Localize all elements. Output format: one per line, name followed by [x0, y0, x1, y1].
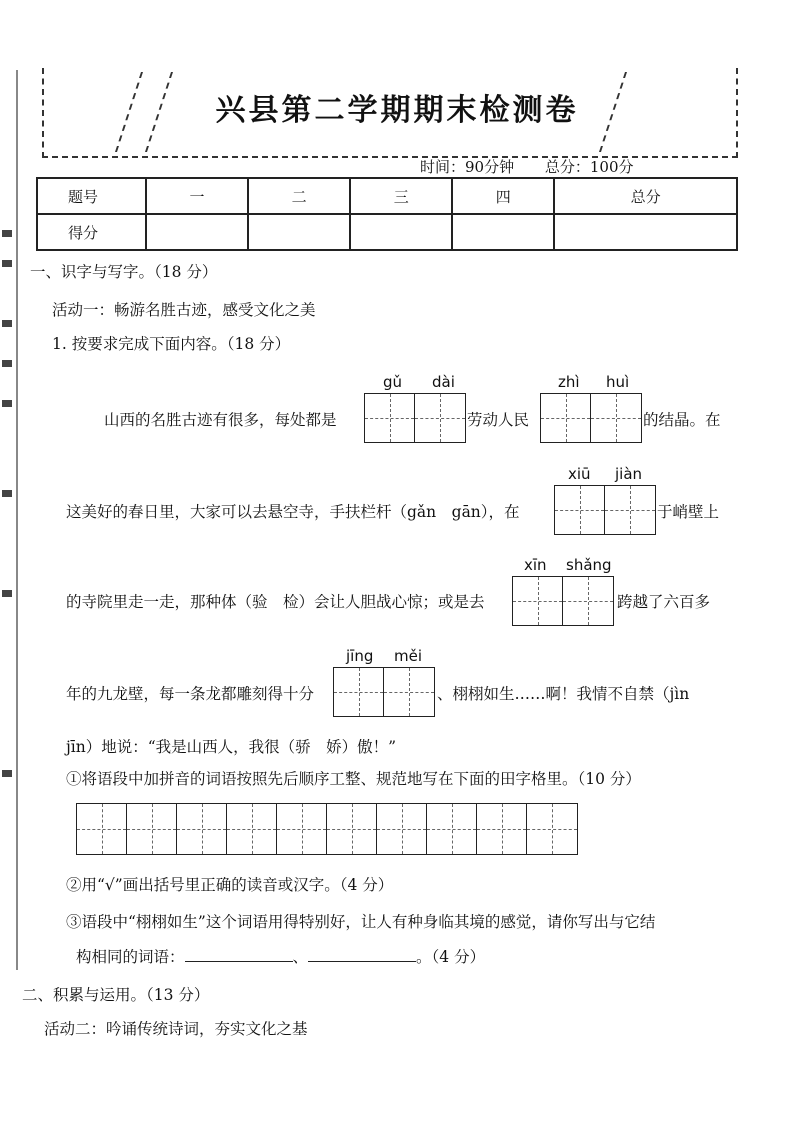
score-table [36, 177, 738, 251]
tianzige-answer[interactable] [554, 485, 656, 535]
passage-text: 跨越了六百多 [617, 593, 711, 611]
score-header-cell: 二 [248, 178, 350, 214]
passage-text: jīn）地说：“我是山西人，我很（骄 娇）傲！” [66, 738, 397, 756]
score-input-cell[interactable] [554, 214, 737, 250]
pinyin: jīng [346, 647, 374, 665]
score-header-cell: 三 [350, 178, 452, 214]
exam-meta [420, 156, 660, 177]
section2-heading: 二、积累与运用。（13 分） [22, 986, 210, 1004]
margin-mark [2, 320, 12, 327]
pinyin: huì [606, 373, 630, 391]
score-row-label: 得分 [37, 214, 146, 250]
pinyin: xiū [568, 465, 591, 483]
score-input-cell[interactable] [452, 214, 554, 250]
answer-blank[interactable] [308, 947, 416, 962]
answer-suffix: 。（4 分） [416, 948, 486, 966]
answer-separator: 、 [292, 948, 309, 966]
margin-mark [2, 360, 12, 367]
margin-mark [2, 230, 12, 237]
margin-mark [2, 260, 12, 267]
tianzige-answer[interactable] [333, 667, 435, 717]
score-input-cell[interactable] [146, 214, 248, 250]
passage-text: 劳动人民 [467, 411, 530, 429]
binding-margin [0, 70, 18, 970]
pinyin: gǔ [383, 373, 403, 391]
pinyin: dài [432, 373, 455, 391]
passage-text: 的寺院里走一走，那种体（验 检）会让人胆战心惊；或是去 [66, 593, 485, 611]
passage-text: 、栩栩如生……啊！我情不自禁（jìn [437, 685, 690, 703]
exam-time: 时间：90分钟 [420, 158, 515, 176]
score-header-cell: 四 [452, 178, 554, 214]
tianzige-answer[interactable] [512, 576, 614, 626]
pinyin: zhì [558, 373, 580, 391]
pinyin: měi [394, 647, 423, 665]
score-header-cell: 一 [146, 178, 248, 214]
passage-text: 于峭壁上 [657, 503, 720, 521]
passage-text: 山西的名胜古迹有很多，每处都是 [104, 411, 337, 429]
subquestion-3-answer-line [76, 945, 485, 967]
answer-prompt: 构相同的词语： [76, 948, 185, 966]
activity2: 活动二：吟诵传统诗词，夯实文化之基 [44, 1020, 308, 1038]
margin-mark [2, 590, 12, 597]
question1: 1. 按要求完成下面内容。（18 分） [52, 335, 291, 353]
exam-total: 总分：100分 [544, 158, 634, 176]
margin-mark [2, 490, 12, 497]
pinyin: xīn [524, 556, 547, 574]
answer-blank[interactable] [185, 947, 293, 962]
section1-heading: 一、识字与写字。（18 分） [30, 263, 218, 281]
margin-mark [2, 400, 12, 407]
score-header-cell: 总分 [554, 178, 737, 214]
score-input-cell[interactable] [248, 214, 350, 250]
activity1: 活动一：畅游名胜古迹，感受文化之美 [52, 301, 316, 319]
pinyin: jiàn [615, 465, 643, 483]
subquestion-2: ②用“√”画出括号里正确的读音或汉字。（4 分） [66, 876, 394, 894]
passage-text: 这美好的春日里，大家可以去悬空寺，手扶栏杆（gǎn gān），在 [66, 503, 520, 521]
subquestion-1: ①将语段中加拼音的词语按照先后顺序工整、规范地写在下面的田字格里。（10 分） [66, 770, 641, 788]
score-header-cell: 题号 [37, 178, 146, 214]
page-title: 兴县第二学期期末检测卷 [215, 93, 579, 128]
tianzige-answer[interactable] [540, 393, 642, 443]
pinyin: shǎng [566, 556, 612, 574]
tianzige-answer[interactable] [364, 393, 466, 443]
subquestion-3: ③语段中“栩栩如生”这个词语用得特别好，让人有种身临其境的感觉，请你写出与它结 [66, 913, 656, 931]
passage-text: 的结晶。在 [643, 411, 721, 429]
tianzige-row[interactable] [76, 803, 578, 855]
margin-mark [2, 770, 12, 777]
score-input-cell[interactable] [350, 214, 452, 250]
passage-text: 年的九龙壁，每一条龙都雕刻得十分 [66, 685, 315, 703]
